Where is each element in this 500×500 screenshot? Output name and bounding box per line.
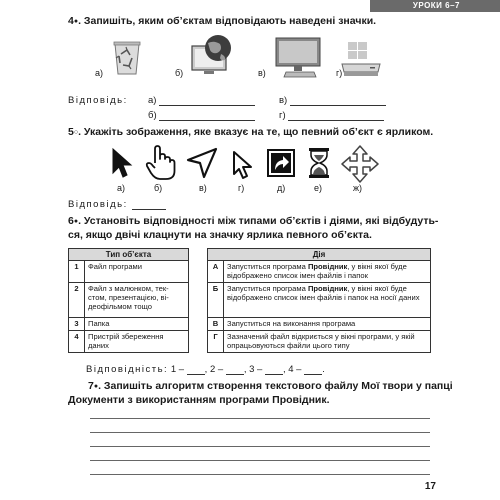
task5-label-c: в) — [199, 183, 207, 193]
object-type-num: 1 — [69, 261, 85, 283]
recycle-bin-icon — [107, 36, 147, 76]
page-number: 17 — [424, 481, 436, 492]
task4-label-b: б) — [175, 68, 184, 78]
task6-pair-3: 3 – — [249, 364, 263, 375]
action-text: Запуститься програма Провідник, у вікні якої буде відображено список імен файлів і папок на носії даних — [224, 283, 431, 318]
shortcut-arrow-icon — [266, 148, 296, 178]
outline-arrow-cursor-icon — [232, 150, 254, 180]
task4-label-a: а) — [95, 68, 104, 78]
task4-answer-a-label: а) — [148, 95, 157, 106]
windows-computer-icon — [338, 40, 384, 80]
task7-title-line2 — [68, 394, 330, 407]
action-letter: Г — [208, 331, 224, 353]
task7-text-c: у папці — [413, 380, 453, 392]
task4-label-d: г) — [336, 68, 343, 78]
task5-number: 5 — [68, 126, 74, 138]
action-letter: А — [208, 261, 224, 283]
task7-text-g: . — [326, 394, 330, 406]
task4-label-c: в) — [258, 68, 266, 78]
task7-title: 7●. Запишіть алгоритм створення текстового файлу Мої твори у папці — [88, 380, 453, 392]
task5-label-b: б) — [154, 183, 163, 193]
task6-pair-1: 1 – — [170, 364, 185, 375]
navigation-arrow-icon — [185, 147, 219, 179]
monitor-icon — [274, 36, 326, 80]
section-header-band — [370, 0, 500, 12]
task4-title: 4●. Запишіть, яким об’єктам відповідають наведені значки. — [68, 15, 377, 27]
object-type-text: Файл програми — [85, 261, 189, 283]
object-type-num: 3 — [69, 318, 85, 331]
action-header: Дія — [208, 249, 431, 261]
task5-label-a: а) — [117, 183, 126, 193]
task5-answer[interactable] — [68, 199, 166, 210]
section-label: УРОКИ 6–7 — [412, 1, 460, 10]
task4-answer-d[interactable] — [279, 110, 384, 121]
task5-title: 5○. Укажіть зображення, яке вказує на те, що певний об’єкт є ярликом. — [68, 126, 434, 138]
task5-answer-label: Відповідь: — [68, 199, 128, 210]
task6-answer[interactable]: Відповідність: 1 – , 2 – , 3 – , 4 – . — [86, 364, 325, 375]
task7-documents: Документи — [68, 394, 125, 406]
task7-folder-name: Мої твори — [361, 380, 414, 392]
move-arrows-icon — [340, 145, 380, 183]
task6-pair-4: 4 – — [288, 364, 302, 375]
task6-pair-2: 2 – — [209, 364, 224, 375]
object-type-table — [68, 248, 189, 353]
hourglass-icon — [307, 147, 331, 179]
object-type-text: Пристрій збереження даних — [85, 331, 189, 353]
task5-label-d: г) — [238, 183, 245, 193]
task7-number: 7 — [88, 380, 94, 392]
task7-text-a: Запишіть алгоритм створення текстового файлу — [103, 380, 362, 392]
task5-label-g: ж) — [353, 183, 363, 193]
task6-title: 6●. Установіть відповідності між типами об’єктів і діями, які відбудуть- — [68, 215, 439, 227]
task7-text-e: з використанням програми — [124, 394, 273, 406]
task4-answer-c-label: в) — [279, 95, 288, 106]
task7-explorer: Провідник — [272, 394, 327, 406]
task6-answer-label: Відповідність: — [86, 364, 169, 375]
hand-cursor-icon — [145, 145, 177, 181]
action-letter: Б — [208, 283, 224, 318]
task4-answer-label: Відповідь: — [68, 95, 128, 106]
action-text: Запуститься на виконання програма — [224, 318, 431, 331]
task6-text-line2: ся, якщо двічі клацнути на значку ярлика певного об’єкта. — [68, 229, 372, 241]
writing-line[interactable] — [90, 432, 430, 433]
task5-label-f: е) — [314, 183, 323, 193]
writing-line[interactable] — [90, 418, 430, 419]
object-type-header: Тип об’єкта — [69, 249, 189, 261]
object-type-num: 2 — [69, 283, 85, 318]
object-type-text: Папка — [85, 318, 189, 331]
task4-answer-d-label: г) — [279, 110, 286, 121]
object-type-num: 4 — [69, 331, 85, 353]
task5-text: Укажіть зображення, яке вказує на те, що певний об’єкт є ярликом. — [83, 126, 434, 138]
task4-number: 4 — [68, 15, 74, 27]
action-text: Зазначений файл відкриється у вікні програми, у якій опрацьовуються файли цього типу — [224, 331, 431, 353]
writing-line[interactable] — [90, 446, 430, 447]
writing-line[interactable] — [90, 460, 430, 461]
task6-text-line1: Установіть відповідності між типами об’єктів і діями, які відбудуть- — [83, 215, 439, 227]
task4-answer-c[interactable] — [279, 95, 386, 106]
object-type-text: Файл з малюнком, тек-стом, презентацією, ві-деофільмом тощо — [85, 283, 189, 318]
network-globe-icon — [190, 34, 236, 78]
action-text: Запуститься програма Провідник, у вікні якої буде відображено список імен файлів і папок — [224, 261, 431, 283]
task4-answer-b-label: б) — [148, 110, 157, 121]
arrow-cursor-icon — [110, 147, 134, 179]
action-table — [207, 248, 431, 353]
task4-answer-b[interactable] — [148, 110, 255, 121]
action-letter: В — [208, 318, 224, 331]
task4-text: Запишіть, яким об’єктам відповідають наведені значки. — [83, 15, 377, 27]
task5-label-e: д) — [277, 183, 286, 193]
task4-answer-a[interactable] — [148, 95, 255, 106]
writing-line[interactable] — [90, 474, 430, 475]
task6-number: 6 — [68, 215, 74, 227]
